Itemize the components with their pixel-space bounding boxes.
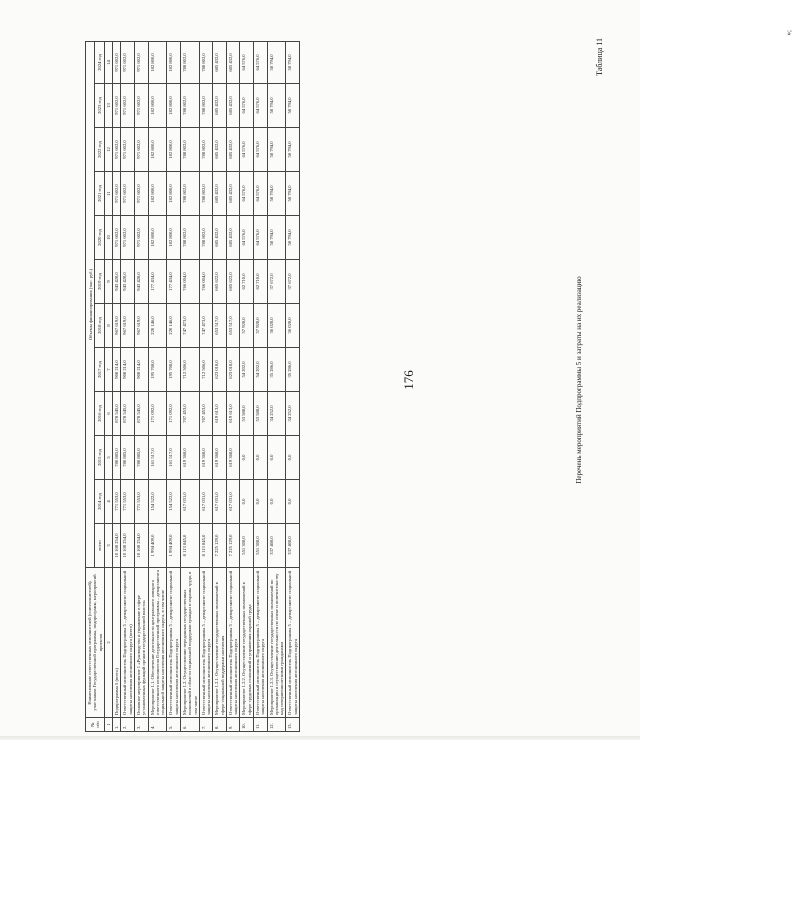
row-year-value: 53 588,0 (254, 392, 268, 436)
row-year-value: 182 800,0 (148, 84, 167, 128)
row-year-value: 971 602,0 (134, 41, 148, 83)
column-number: 7 (104, 348, 112, 392)
row-year-value: 685 432,0 (226, 216, 240, 260)
row-year-value: 878 545,0 (113, 392, 121, 436)
row-number: 3. (134, 718, 148, 732)
row-year-value: 182 800,0 (148, 172, 167, 216)
table-row (240, 41, 254, 731)
row-total-value: 337 408,0 (267, 524, 286, 568)
row-year-value: 967 619,0 (113, 304, 121, 348)
row-year-value: 37 672,0 (267, 260, 286, 304)
row-name: Ответственный исполнитель Подпрограммы 5 – департамент социальной защиты населения автономного округа (167, 568, 181, 718)
row-year-value: 623 018,0 (213, 348, 227, 392)
column-number: 13 (104, 84, 112, 128)
row-year-value: 58 794,0 (267, 128, 286, 172)
row-year-value: 195 708,0 (167, 348, 181, 392)
row-total-value: 1 994 409,0 (148, 524, 167, 568)
row-year-value: 54 202,0 (240, 348, 254, 392)
row-year-value: 58 794,0 (267, 41, 286, 83)
row-year-value: 619 368,0 (213, 436, 227, 480)
row-year-value: 619 613,0 (226, 392, 240, 436)
row-name: Ответственный исполнитель Подпрограммы 5 – департамент социальной защиты населения автономного округа (286, 568, 300, 718)
row-year-value: 788 802,0 (180, 41, 199, 83)
row-year-value: 62 710,0 (240, 260, 254, 304)
row-year-value: 58 794,0 (267, 216, 286, 260)
row-year-value: 967 619,0 (121, 304, 135, 348)
row-year-value: 0,0 (254, 480, 268, 524)
row-year-value: 788 802,0 (180, 216, 199, 260)
row-year-value: 619 613,0 (213, 392, 227, 436)
table-row (286, 41, 300, 731)
column-number: 1 (104, 718, 112, 732)
table-row (134, 41, 148, 731)
header-year: 2018 год (95, 304, 104, 348)
row-year-value: 0,0 (267, 436, 286, 480)
row-year-value: 182 800,0 (167, 41, 181, 83)
header-col-name: Наименование ответственных исполнителей (соисполнителей), участников Государственной программы, подпрограмм, мероприятий проектов (86, 568, 105, 718)
row-year-value: 220 146,0 (167, 304, 181, 348)
row-year-value: 665 622,0 (213, 260, 227, 304)
row-total-value: 7 225 129,0 (213, 524, 227, 568)
row-number: 5. (167, 718, 181, 732)
row-total-value: 8 113 845,0 (180, 524, 199, 568)
row-year-value: 182 800,0 (148, 128, 167, 172)
column-number: 10 (104, 216, 112, 260)
column-number: 11 (104, 172, 112, 216)
row-year-value: 971 602,0 (134, 216, 148, 260)
column-number: 14 (104, 41, 112, 83)
row-year-value: 0,0 (240, 480, 254, 524)
row-year-value: 64 576,0 (240, 41, 254, 83)
row-year-value: 171 092,0 (167, 392, 181, 436)
row-year-value: 64 576,0 (240, 172, 254, 216)
row-year-value: 58 794,0 (286, 41, 300, 83)
row-year-value: 971 602,0 (113, 84, 121, 128)
row-year-value: 943 428,0 (134, 260, 148, 304)
row-year-value: 788 802,0 (199, 172, 213, 216)
row-year-value: 788 802,0 (199, 216, 213, 260)
header-year: 2024 год (95, 41, 104, 83)
row-year-value: 943 428,0 (121, 260, 135, 304)
row-year-value: 62 710,0 (254, 260, 268, 304)
row-year-value: 177 434,0 (148, 260, 167, 304)
row-year-value: 64 576,0 (254, 172, 268, 216)
row-year-value: 36 028,0 (286, 304, 300, 348)
rotated-page-content (85, 20, 793, 740)
table-tag: Таблица 11 (595, 38, 604, 76)
row-year-value: 195 708,0 (148, 348, 167, 392)
header-year: 2020 год (95, 216, 104, 260)
row-number: 7. (199, 718, 213, 732)
header-year: 2019 год (95, 260, 104, 304)
row-year-value: 712 506,0 (199, 348, 213, 392)
row-number: 1. (113, 718, 121, 732)
row-name: Ответственный исполнитель Подпрограммы 5 – департамент социальной защиты населения автономного округа (199, 568, 213, 718)
row-year-value: 971 602,0 (121, 41, 135, 83)
row-name: Мероприятие 1.2. Осуществление переданных государственных полномочий в области социальной поддержки граждан и охраны труда, в том числе (180, 568, 199, 718)
header-row-column-numbers (104, 41, 112, 731)
header-year: 2014 год (95, 480, 104, 524)
row-year-value: 908 214,0 (113, 348, 121, 392)
row-number: 10. (240, 718, 254, 732)
row-year-value: 0,0 (254, 436, 268, 480)
row-year-value: 685 432,0 (226, 41, 240, 83)
row-total-value: 551 308,0 (240, 524, 254, 568)
row-year-value: 771 553,0 (134, 480, 148, 524)
table-row (180, 41, 199, 731)
row-number: 13. (286, 718, 300, 732)
row-year-value: 653 517,0 (226, 304, 240, 348)
row-year-value: 971 602,0 (134, 172, 148, 216)
table-row (254, 41, 268, 731)
row-year-value: 154 522,0 (167, 480, 181, 524)
row-year-value: 161 517,0 (167, 436, 181, 480)
row-year-value: 771 553,0 (113, 480, 121, 524)
table-row (121, 41, 135, 731)
row-year-value: 154 522,0 (148, 480, 167, 524)
row-year-value: 58 794,0 (267, 172, 286, 216)
row-year-value: 182 800,0 (167, 172, 181, 216)
row-year-value: 64 576,0 (240, 128, 254, 172)
row-year-value: 780 885,0 (134, 436, 148, 480)
row-year-value: 971 602,0 (121, 128, 135, 172)
row-total-value: 551 308,0 (254, 524, 268, 568)
row-year-value: 161 517,0 (148, 436, 167, 480)
row-number: 9. (226, 718, 240, 732)
table-row (226, 41, 240, 731)
row-year-value: 0,0 (286, 480, 300, 524)
row-year-value: 780 885,0 (121, 436, 135, 480)
row-year-value: 971 602,0 (121, 172, 135, 216)
row-year-value: 54 202,0 (254, 348, 268, 392)
table-row (267, 41, 286, 731)
row-name: Ответственный исполнитель Подпрограммы 5 – департамент социальной защиты населения автономного округа (226, 568, 240, 718)
row-name: Мероприятие 1.2.3. Осуществление государственных полномочий по организации и осуществлению деятельности по опеке и попечительству над совершеннолетними гражданами (267, 568, 286, 718)
row-year-value: 712 506,0 (180, 348, 199, 392)
row-year-value: 967 619,0 (134, 304, 148, 348)
row-year-value: 685 432,0 (213, 41, 227, 83)
row-year-value: 35 286,0 (286, 348, 300, 392)
row-number: 6. (180, 718, 199, 732)
row-total-value: 10 108 254,0 (134, 524, 148, 568)
column-number: 8 (104, 304, 112, 348)
row-year-value: 617 031,0 (180, 480, 199, 524)
column-number: 9 (104, 260, 112, 304)
row-year-value: 64 576,0 (240, 216, 254, 260)
row-year-value: 58 794,0 (286, 172, 300, 216)
header-year: 2021 год (95, 172, 104, 216)
row-year-value: 971 602,0 (113, 216, 121, 260)
row-year-value: 943 428,0 (113, 260, 121, 304)
row-year-value: 34 252,0 (267, 392, 286, 436)
row-year-value: 617 031,0 (213, 480, 227, 524)
row-year-value: 771 553,0 (121, 480, 135, 524)
column-number: 4 (104, 480, 112, 524)
row-year-value: 747 473,0 (180, 304, 199, 348)
row-number: 4. (148, 718, 167, 732)
row-year-value: 57 928,0 (254, 304, 268, 348)
row-year-value: 177 434,0 (167, 260, 181, 304)
row-year-value: 64 576,0 (240, 84, 254, 128)
row-year-value: 685 432,0 (213, 128, 227, 172)
funding-table (85, 41, 300, 732)
row-year-value: 0,0 (286, 436, 300, 480)
row-year-value: 619 368,0 (180, 436, 199, 480)
row-name: Мероприятие 1.1. Обеспечение деятельности центрального аппарата ответственного исполнителя Государственной программы – департамента социальной защиты населения автономного округа, в том числе (148, 568, 167, 718)
row-total-value: 10 108 254,0 (121, 524, 135, 568)
row-year-value: 58 794,0 (286, 128, 300, 172)
row-year-value: 685 432,0 (213, 172, 227, 216)
row-total-value: 337 408,0 (286, 524, 300, 568)
row-year-value: 171 092,0 (148, 392, 167, 436)
row-year-value: 788 802,0 (199, 41, 213, 83)
row-year-value: 0,0 (240, 436, 254, 480)
row-year-value: 64 576,0 (254, 84, 268, 128)
row-total-value: 10 108 254,0 (113, 524, 121, 568)
column-number: 2 (104, 568, 112, 718)
row-year-value: 617 031,0 (199, 480, 213, 524)
row-year-value: 58 794,0 (286, 216, 300, 260)
row-year-value: 788 802,0 (199, 128, 213, 172)
table-row (148, 41, 167, 731)
row-year-value: 780 885,0 (113, 436, 121, 480)
row-year-value: 64 576,0 (254, 128, 268, 172)
row-year-value: 707 453,0 (180, 392, 199, 436)
header-year: 2015 год (95, 436, 104, 480)
row-year-value: 685 432,0 (226, 128, 240, 172)
blank-margin (0, 740, 640, 905)
row-total-value: 1 994 409,0 (167, 524, 181, 568)
header-year: 2016 год (95, 392, 104, 436)
table-row (113, 41, 121, 731)
row-year-value: 35 286,0 (267, 348, 286, 392)
row-year-value: 58 794,0 (286, 84, 300, 128)
row-year-value: 788 802,0 (199, 84, 213, 128)
row-year-value: 37 672,0 (286, 260, 300, 304)
row-name: Основное мероприятие 1 «Руководство и управление в сфере установленных функций органов государственной власти» (134, 568, 148, 718)
row-year-value: 685 432,0 (213, 216, 227, 260)
row-number: 2. (121, 718, 135, 732)
row-year-value: 908 214,0 (121, 348, 135, 392)
row-year-value: 653 517,0 (213, 304, 227, 348)
document-title: Перечень мероприятий Подпрограммы 5 и затраты на их реализацию (575, 276, 583, 484)
row-year-value: 908 214,0 (134, 348, 148, 392)
row-year-value: 64 576,0 (254, 216, 268, 260)
row-year-value: 971 602,0 (134, 84, 148, 128)
row-year-value: 623 018,0 (226, 348, 240, 392)
row-total-value: 8 113 845,0 (199, 524, 213, 568)
column-number: 3 (104, 524, 112, 568)
row-year-value: 788 802,0 (180, 172, 199, 216)
page-number: 176 (401, 370, 416, 390)
row-number: 12. (267, 718, 286, 732)
column-number: 5 (104, 436, 112, 480)
row-year-value: 878 545,0 (134, 392, 148, 436)
row-year-value: 182 800,0 (167, 128, 181, 172)
row-year-value: 685 432,0 (226, 172, 240, 216)
corner-mark: »; (785, 30, 793, 36)
row-year-value: 182 800,0 (167, 84, 181, 128)
table-row (213, 41, 227, 731)
row-year-value: 617 031,0 (226, 480, 240, 524)
row-name: Ответственный исполнитель Подпрограммы 5 – департамент социальной защиты населения автономного округа (254, 568, 268, 718)
table-row (199, 41, 213, 731)
row-year-value: 182 800,0 (167, 216, 181, 260)
row-year-value: 971 602,0 (134, 128, 148, 172)
column-number: 12 (104, 128, 112, 172)
row-year-value: 971 602,0 (121, 84, 135, 128)
row-year-value: 220 146,0 (148, 304, 167, 348)
row-number: 11. (254, 718, 268, 732)
row-year-value: 747 473,0 (199, 304, 213, 348)
header-col-no: № п/п (86, 718, 105, 732)
header-group-label: Объемы финансирования (тыс. руб.) (86, 41, 95, 567)
row-year-value: 619 368,0 (199, 436, 213, 480)
row-year-value: 766 004,0 (199, 260, 213, 304)
row-year-value: 0,0 (267, 480, 286, 524)
row-year-value: 58 794,0 (267, 84, 286, 128)
row-year-value: 707 453,0 (199, 392, 213, 436)
row-year-value: 182 800,0 (148, 41, 167, 83)
row-number: 8. (213, 718, 227, 732)
header-row-1 (86, 41, 95, 731)
row-name: Подпрограмма 5 (всего) (113, 568, 121, 718)
row-name: Мероприятие 1.2.2. Осуществление государственных полномочий в сфере трудовых отношений и управления охраной труда (240, 568, 254, 718)
header-year: 2017 год (95, 348, 104, 392)
row-year-value: 788 802,0 (180, 128, 199, 172)
table-row (167, 41, 181, 731)
header-year: 2023 год (95, 84, 104, 128)
row-year-value: 971 602,0 (113, 41, 121, 83)
header-year: 2022 год (95, 128, 104, 172)
row-year-value: 878 545,0 (121, 392, 135, 436)
row-year-value: 665 622,0 (226, 260, 240, 304)
row-year-value: 685 432,0 (213, 84, 227, 128)
row-year-value: 766 004,0 (180, 260, 199, 304)
row-year-value: 685 432,0 (226, 84, 240, 128)
row-year-value: 34 252,0 (286, 392, 300, 436)
row-year-value: 57 928,0 (240, 304, 254, 348)
row-year-value: 619 368,0 (226, 436, 240, 480)
row-name: Мероприятие 1.2.1. Осуществление государственных полномочий в сфере социальной поддержки населения (213, 568, 227, 718)
column-number: 6 (104, 392, 112, 436)
row-year-value: 971 602,0 (121, 216, 135, 260)
row-name: Ответственный исполнитель Подпрограммы 5 – департамент социальной защиты населения автономного округа (всего) (121, 568, 135, 718)
row-year-value: 36 028,0 (267, 304, 286, 348)
row-year-value: 182 800,0 (148, 216, 167, 260)
row-year-value: 788 802,0 (180, 84, 199, 128)
row-year-value: 53 588,0 (240, 392, 254, 436)
header-col-total: всего (95, 524, 104, 568)
row-year-value: 971 602,0 (113, 128, 121, 172)
row-year-value: 64 576,0 (254, 41, 268, 83)
row-total-value: 7 225 129,0 (226, 524, 240, 568)
row-year-value: 971 602,0 (113, 172, 121, 216)
table-body (113, 41, 300, 731)
